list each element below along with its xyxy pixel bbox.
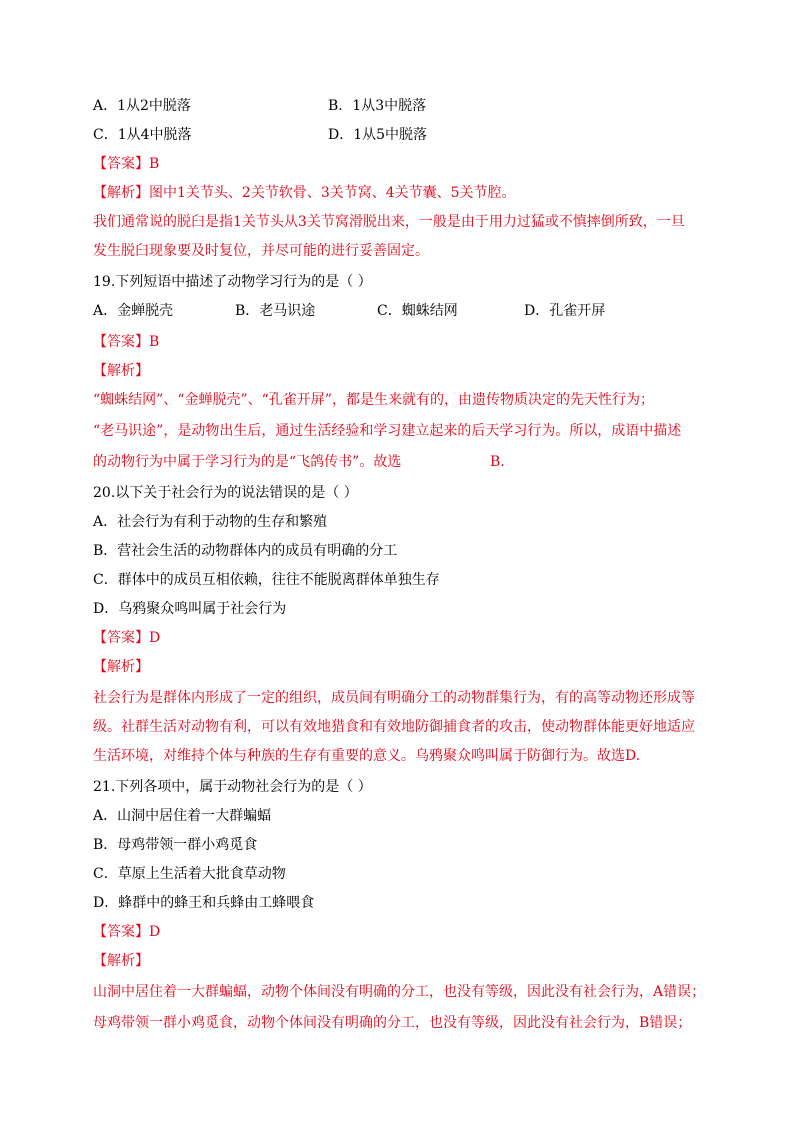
q21-analysis-line2: 母鸡带领一群小鸡觅食，动物个体间没有明确的分工，也没有等级，因此没有社会行为，B错误； [93, 1015, 692, 1031]
q20-option-a: A．社会行为有利于动物的生存和繁殖 [93, 514, 328, 530]
q18-option-b: B．1从3中脱落 [328, 98, 427, 114]
q19-analysis-line3-text: 的动物行为中属于学习行为的是“飞鸽传书”。故选 [93, 454, 402, 470]
q19-option-d: D．孔雀开屏 [524, 303, 606, 319]
q19-option-c: C．蜘蛛结网 [377, 303, 458, 319]
q19-option-b: B．老马识途 [235, 303, 316, 319]
q21-option-c: C．草原上生活着大批食草动物 [93, 866, 286, 882]
q20-answer: 【答案】D [93, 630, 161, 646]
q18-analysis-line3: 发生脱臼现象要及时复位，并尽可能的进行妥善固定。 [93, 243, 429, 259]
q21-option-a: A．山洞中居住着一大群蝙蝠 [93, 808, 272, 824]
q20-option-d: D．乌鸦聚众鸣叫属于社会行为 [93, 601, 287, 617]
q20-option-b: B．营社会生活的动物群体内的成员有明确的分工 [93, 543, 398, 559]
q18-option-c: C．1从4中脱落 [93, 127, 192, 143]
q20-analysis-line1: 社会行为是群体内形成了一定的组织，成员间有明确分工的动物群集行为，有的高等动物还形成等 [93, 690, 695, 706]
q19-analysis-label: 【解析】 [93, 363, 149, 379]
q19-analysis-line1: “蜘蛛结网”、“金蝉脱壳”、“孔雀开屏”，都是生来就有的，由遗传物质决定的先天性行为； [93, 392, 654, 408]
q18-analysis-line1: 【解析】图中1关节头、2关节软骨、3关节窝、4关节囊、5关节腔。 [93, 185, 516, 201]
q18-answer: 【答案】B [93, 156, 160, 172]
q19-analysis-line2: “老马识途”，是动物出生后，通过生活经验和学习建立起来的后天学习行为。所以，成语中描述 [93, 423, 682, 439]
q20-analysis-line2: 级。社群生活对动物有利，可以有效地猎食和有效地防御捕食者的攻击，使动物群体能更好地适应 [93, 719, 695, 735]
q18-analysis-line2: 我们通常说的脱臼是指1关节头从3关节窝滑脱出来，一般是由于用力过猛或不慎摔倒所致，一旦 [93, 214, 685, 230]
q20-analysis-line3: 生活环境，对维持个体与种族的生存有重要的意义。乌鸦聚众鸣叫属于防御行为。故选D. [93, 748, 641, 764]
q21-analysis-label: 【解析】 [93, 953, 149, 969]
q20-question: 20.以下关于社会行为的说法错误的是（ ） [93, 485, 358, 501]
q18-option-d: D．1从5中脱落 [328, 127, 428, 143]
q21-question: 21.下列各项中，属于动物社会行为的是（ ） [93, 779, 372, 795]
q20-option-c: C．群体中的成员互相依赖，往往不能脱离群体单独生存 [93, 572, 440, 588]
q21-answer: 【答案】D [93, 924, 161, 940]
q19-analysis-choice: B. [490, 454, 505, 470]
q21-option-b: B．母鸡带领一群小鸡觅食 [93, 837, 258, 853]
q20-analysis-label: 【解析】 [93, 659, 149, 675]
q21-option-d: D．蜂群中的蜂王和兵蜂由工蜂喂食 [93, 895, 315, 911]
q19-question: 19.下列短语中描述了动物学习行为的是（ ） [93, 274, 372, 290]
q19-analysis-line3 [93, 452, 505, 472]
q19-option-a: A．金蝉脱壳 [93, 303, 174, 319]
q19-answer: 【答案】B [93, 334, 160, 350]
q18-option-a: A．1从2中脱落 [93, 98, 191, 114]
q21-analysis-line1: 山洞中居住着一大群蝙蝠，动物个体间没有明确的分工，也没有等级，因此没有社会行为，A错误； [93, 984, 706, 1000]
